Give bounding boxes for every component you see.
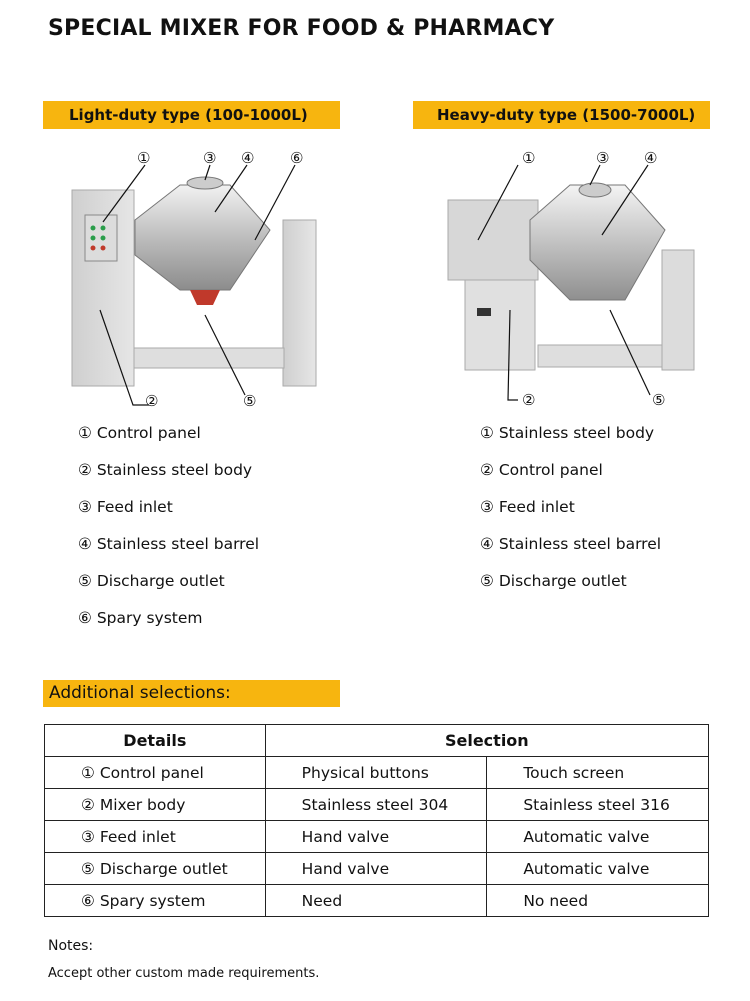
heavy-duty-mixer-image — [440, 140, 720, 420]
row-detail: ① Control panel — [45, 757, 266, 789]
legend-item: ③ Feed inlet — [480, 498, 575, 516]
legend-item: ⑤ Discharge outlet — [480, 572, 627, 590]
legend-item: ⑥ Spary system — [78, 609, 203, 627]
row-option-1: Need — [265, 885, 487, 917]
table-row — [45, 853, 709, 885]
row-detail: ⑤ Discharge outlet — [45, 853, 266, 885]
legend-item: ① Stainless steel body — [480, 424, 655, 442]
callout-2: ② — [522, 391, 536, 409]
row-option-1: Hand valve — [265, 821, 487, 853]
notes-label: Notes: — [48, 938, 94, 954]
row-detail: ③ Feed inlet — [45, 821, 266, 853]
table-row — [45, 789, 709, 821]
selection-header: Selection — [265, 725, 708, 757]
row-option-2: Touch screen — [487, 757, 709, 789]
notes-text: Accept other custom made requirements. — [48, 966, 320, 981]
table-row — [45, 757, 709, 789]
light-duty-tag: Light-duty type (100-1000L) — [43, 101, 340, 129]
callout-2: ② — [145, 392, 159, 410]
callout-4: ④ — [644, 149, 658, 167]
row-detail: ② Mixer body — [45, 789, 266, 821]
light-duty-mixer-image — [55, 140, 345, 420]
table-row — [45, 885, 709, 917]
additional-selections-heading: Additional selections: — [43, 680, 340, 707]
selection-table — [44, 724, 709, 917]
details-header: Details — [45, 725, 266, 757]
table-row — [45, 821, 709, 853]
row-option-2: Stainless steel 316 — [487, 789, 709, 821]
heavy-duty-legend — [480, 415, 661, 600]
heavy-duty-tag: Heavy-duty type (1500-7000L) — [413, 101, 710, 129]
row-option-2: No need — [487, 885, 709, 917]
callout-5: ⑤ — [243, 392, 257, 410]
row-option-2: Automatic valve — [487, 853, 709, 885]
table-header-row — [45, 725, 709, 757]
legend-item: ① Control panel — [78, 424, 201, 442]
row-option-1: Stainless steel 304 — [265, 789, 487, 821]
callout-1: ① — [522, 149, 536, 167]
row-option-1: Hand valve — [265, 853, 487, 885]
light-duty-legend — [78, 415, 259, 637]
legend-item: ② Stainless steel body — [78, 461, 253, 479]
legend-item: ④ Stainless steel barrel — [480, 535, 662, 553]
row-option-2: Automatic valve — [487, 821, 709, 853]
row-detail: ⑥ Spary system — [45, 885, 266, 917]
row-option-1: Physical buttons — [265, 757, 487, 789]
callout-1: ① — [137, 149, 151, 167]
legend-item: ② Control panel — [480, 461, 603, 479]
legend-item: ④ Stainless steel barrel — [78, 535, 260, 553]
callout-5: ⑤ — [652, 391, 666, 409]
callout-4: ④ — [241, 149, 255, 167]
page-title: SPECIAL MIXER FOR FOOD & PHARMACY — [48, 16, 555, 41]
callout-6: ⑥ — [290, 149, 304, 167]
legend-item: ⑤ Discharge outlet — [78, 572, 225, 590]
legend-item: ③ Feed inlet — [78, 498, 173, 516]
callout-3: ③ — [203, 149, 217, 167]
callout-3: ③ — [596, 149, 610, 167]
